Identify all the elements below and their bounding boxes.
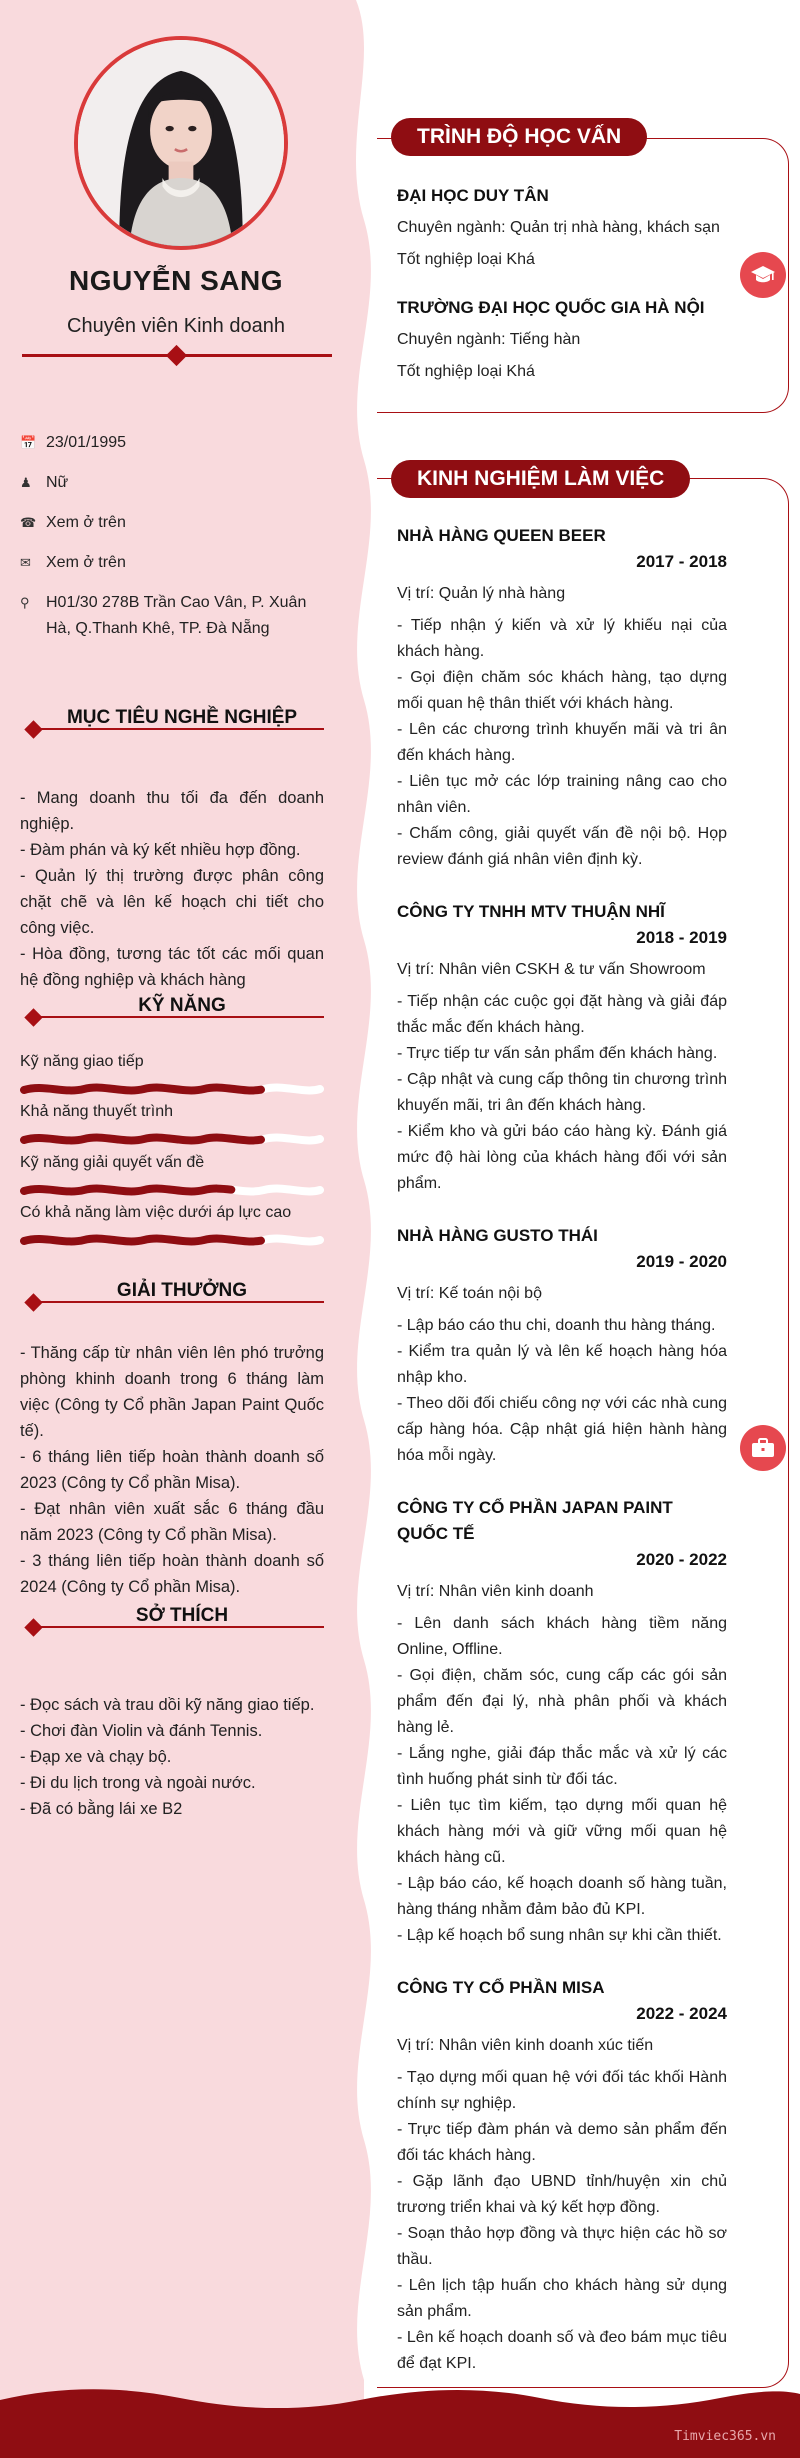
skill-label: Khả năng thuyết trình bbox=[20, 1103, 173, 1120]
name-divider bbox=[22, 354, 332, 358]
contact-email bbox=[20, 550, 332, 576]
job-task: - Soạn thảo hợp đồng và thực hiện các hồ sơ thầu. bbox=[397, 2225, 727, 2268]
job-position: Vị trí: Quản lý nhà hàng bbox=[397, 585, 566, 602]
awards-heading-text: GIẢI THƯỞNG bbox=[116, 1280, 248, 1301]
avatar bbox=[74, 36, 288, 250]
brand-watermark: Timviec365.vn bbox=[674, 2429, 776, 2444]
job-task: - Tiếp nhận các cuộc gọi đặt hàng và giải đáp thắc mắc đến khách hàng. bbox=[397, 993, 727, 1036]
job-task: - Gọi điện, chăm sóc, cung cấp các gói sản phẩm đến đại lý, nhà phân phối và khách hàng lẻ. bbox=[397, 1667, 727, 1736]
job-task: - Trực tiếp tư vấn sản phẩm đến khách hàng. bbox=[397, 1045, 718, 1062]
job-position: Vị trí: Nhân viên CSKH & tư vấn Showroom bbox=[397, 961, 706, 978]
education-list bbox=[397, 183, 727, 385]
contact-value: Nữ bbox=[46, 474, 69, 491]
contact-value: 23/01/1995 bbox=[46, 434, 127, 451]
school-major: Chuyên ngành: Quản trị nhà hàng, khách sạn bbox=[397, 219, 720, 236]
job-task: - Lập kế hoạch bổ sung nhân sự khi cần thiết. bbox=[397, 1927, 722, 1944]
skill-label: Có khả năng làm việc dưới áp lực cao bbox=[20, 1204, 292, 1221]
experience-heading: KINH NGHIỆM LÀM VIỆC bbox=[391, 460, 690, 498]
hobby-line: - Đi du lịch trong và ngoài nước. bbox=[20, 1774, 256, 1792]
objective-line: - Hòa đồng, tương tác tốt các mối quan hệ đồng nghiệp và khách hàng bbox=[20, 945, 324, 989]
objective-line: - Quản lý thị trường được phân công chặt chẽ và lên kế hoạch chi tiết cho công việc. bbox=[20, 867, 324, 937]
skill-label: Kỹ năng giao tiếp bbox=[20, 1053, 144, 1070]
job-task: - Trực tiếp đàm phán và demo sản phẩm đến đối tác khách hàng. bbox=[397, 2121, 727, 2164]
job-period: 2020 - 2022 bbox=[636, 1550, 727, 1569]
awards-heading bbox=[20, 1280, 324, 1312]
calendar-icon: 📅 bbox=[20, 435, 37, 450]
job-task: - Lên các chương trình khuyến mãi và tri ân đến khách hàng. bbox=[397, 721, 727, 764]
job-task: - Lên lịch tập huấn cho khách hàng sử dụng sản phẩm. bbox=[397, 2277, 727, 2320]
job-period: 2018 - 2019 bbox=[636, 928, 727, 947]
skill-label: Kỹ năng giải quyết vấn đề bbox=[20, 1154, 205, 1171]
person-icon: ♟ bbox=[20, 475, 32, 490]
skill-level-bar bbox=[20, 1233, 324, 1247]
experience-list bbox=[397, 523, 727, 2377]
footer-wave bbox=[0, 2382, 800, 2458]
email-icon: ✉ bbox=[20, 555, 31, 570]
education-heading: TRÌNH ĐỘ HỌC VẤN bbox=[391, 118, 647, 156]
hobby-line: - Đã có bằng lái xe B2 bbox=[20, 1800, 183, 1818]
skill-item bbox=[20, 1050, 324, 1096]
skill-item bbox=[20, 1151, 324, 1197]
candidate-name: NGUYỄN SANG bbox=[69, 265, 283, 296]
job-period: 2017 - 2018 bbox=[636, 552, 727, 571]
school-result: Tốt nghiệp loại Khá bbox=[397, 363, 535, 380]
job-item bbox=[397, 899, 727, 1197]
awards-text bbox=[20, 1340, 324, 1600]
skill-level-bar bbox=[20, 1183, 324, 1197]
job-position: Vị trí: Nhân viên kinh doanh xúc tiến bbox=[397, 2037, 654, 2054]
objective-line: - Mang doanh thu tối đa đến doanh nghiệp. bbox=[20, 789, 324, 833]
job-item bbox=[397, 523, 727, 873]
hobbies-heading bbox=[20, 1605, 324, 1637]
contact-address bbox=[20, 590, 332, 642]
job-item bbox=[397, 1495, 727, 1949]
skill-item bbox=[20, 1201, 324, 1247]
job-task: - Gặp lãnh đạo UBND tỉnh/huyện xin chủ trương triển khai và ký kết hợp đồng. bbox=[397, 2173, 727, 2216]
award-line: - Thăng cấp từ nhân viên lên phó trưởng phòng khinh doanh trong 6 tháng làm việc (Công ty Cổ phần Japan Paint Quốc tế). bbox=[20, 1344, 324, 1440]
contact-phone bbox=[20, 510, 332, 536]
job-company: CÔNG TY TNHH MTV THUẬN NHĨ bbox=[397, 902, 665, 921]
job-task: - Lắng nghe, giải đáp thắc mắc và xử lý các tình huống phát sinh từ đối tác. bbox=[397, 1745, 727, 1788]
objective-text bbox=[20, 785, 324, 993]
job-period: 2019 - 2020 bbox=[636, 1252, 727, 1271]
job-task: - Liên tục tìm kiếm, tạo dựng mối quan hệ khách hàng mới và giữ vững mối quan hệ khách hàng cũ. bbox=[397, 1797, 727, 1866]
job-period: 2022 - 2024 bbox=[636, 2004, 727, 2023]
job-task: - Liên tục mở các lớp training nâng cao cho nhân viên. bbox=[397, 773, 727, 816]
job-task: - Lập báo cáo thu chi, doanh thu hàng tháng. bbox=[397, 1317, 716, 1334]
skill-item bbox=[20, 1100, 324, 1146]
job-task: - Tiếp nhận ý kiến và xử lý khiếu nại của khách hàng. bbox=[397, 617, 727, 660]
skills-heading-text: KỸ NĂNG bbox=[138, 995, 226, 1016]
contact-value: H01/30 278B Trần Cao Vân, P. Xuân Hà, Q.Thanh Khê, TP. Đà Nẵng bbox=[46, 594, 307, 637]
job-task: - Chấm công, giải quyết vấn đề nội bộ. Họp review đánh giá nhân viên định kỳ. bbox=[397, 825, 727, 868]
skills-heading bbox=[20, 995, 324, 1027]
job-position: Vị trí: Nhân viên kinh doanh bbox=[397, 1583, 594, 1600]
job-task: - Kiểm kho và gửi báo cáo hàng kỳ. Đánh giá mức độ hài lòng của khách hàng đối với sản phẩm. bbox=[397, 1123, 727, 1192]
contact-value: Xem ở trên bbox=[46, 554, 126, 571]
hobby-line: - Đọc sách và trau dồi kỹ năng giao tiếp. bbox=[20, 1696, 315, 1714]
contact-birthday bbox=[20, 430, 332, 456]
hobby-line: - Đạp xe và chạy bộ. bbox=[20, 1748, 172, 1766]
objective-heading-text: MỤC TIÊU NGHỀ NGHIỆP bbox=[66, 707, 298, 728]
job-company: CÔNG TY CỔ PHẦN JAPAN PAINT QUỐC TẾ bbox=[397, 1498, 673, 1543]
briefcase-icon bbox=[740, 1425, 786, 1471]
location-icon: ⚲ bbox=[20, 595, 30, 610]
contact-value: Xem ở trên bbox=[46, 514, 126, 531]
job-company: NHÀ HÀNG GUSTO THÁI bbox=[397, 1226, 598, 1245]
job-task: - Lập báo cáo, kế hoạch doanh số hàng tuần, hàng tháng nhằm đảm bảo đủ KPI. bbox=[397, 1875, 727, 1918]
phone-icon: ☎ bbox=[20, 515, 37, 530]
job-company: CÔNG TY CỔ PHẦN MISA bbox=[397, 1978, 605, 1997]
award-line: - 3 tháng liên tiếp hoàn thành doanh số 2024 (Công ty Cổ phần Misa). bbox=[20, 1552, 324, 1596]
objective-heading bbox=[20, 707, 324, 739]
skill-level-bar bbox=[20, 1082, 324, 1096]
job-item bbox=[397, 1223, 727, 1469]
graduation-cap-icon bbox=[740, 252, 786, 298]
job-task: - Tạo dựng mối quan hệ với đối tác khối Hành chính sự nghiệp. bbox=[397, 2069, 727, 2112]
job-task: - Gọi điện chăm sóc khách hàng, tạo dựng mối quan hệ thân thiết với khách hàng. bbox=[397, 669, 727, 712]
skill-level-bar bbox=[20, 1132, 324, 1146]
award-line: - Đạt nhân viên xuất sắc 6 tháng đầu năm 2023 (Công ty Cổ phần Misa). bbox=[20, 1500, 324, 1544]
job-item bbox=[397, 1975, 727, 2377]
job-task: - Lên danh sách khách hàng tiềm năng Online, Offline. bbox=[397, 1615, 727, 1658]
contact-info bbox=[20, 430, 332, 656]
job-company: NHÀ HÀNG QUEEN BEER bbox=[397, 526, 606, 545]
job-task: - Cập nhật và cung cấp thông tin chương trình khuyến mãi, tri ân đến khách hàng. bbox=[397, 1071, 727, 1114]
job-position: Vị trí: Kế toán nội bộ bbox=[397, 1285, 542, 1302]
school-name: ĐẠI HỌC DUY TÂN bbox=[397, 186, 549, 205]
contact-gender bbox=[20, 470, 332, 496]
job-task: - Lên kế hoạch doanh số và đeo bám mục tiêu để đạt KPI. bbox=[397, 2329, 727, 2372]
hobbies-text bbox=[20, 1692, 324, 1822]
school-result: Tốt nghiệp loại Khá bbox=[397, 251, 535, 268]
objective-line: - Đàm phán và ký kết nhiều hợp đồng. bbox=[20, 841, 301, 859]
school-name: TRƯỜNG ĐẠI HỌC QUỐC GIA HÀ NỘI bbox=[397, 298, 705, 317]
award-line: - 6 tháng liên tiếp hoàn thành doanh số 2023 (Công ty Cổ phần Misa). bbox=[20, 1448, 324, 1492]
candidate-title: Chuyên viên Kinh doanh bbox=[67, 315, 285, 337]
job-task: - Theo dõi đối chiếu công nợ với các nhà cung cấp hàng hóa. Cập nhật giá hiện hành hàng hóa mỗi ngày. bbox=[397, 1395, 727, 1464]
hobbies-heading-text: SỞ THÍCH bbox=[135, 1605, 229, 1626]
job-task: - Kiểm tra quản lý và lên kế hoạch hàng hóa nhập kho. bbox=[397, 1343, 727, 1386]
hobby-line: - Chơi đàn Violin và đánh Tennis. bbox=[20, 1722, 263, 1740]
school-major: Chuyên ngành: Tiếng hàn bbox=[397, 331, 581, 348]
